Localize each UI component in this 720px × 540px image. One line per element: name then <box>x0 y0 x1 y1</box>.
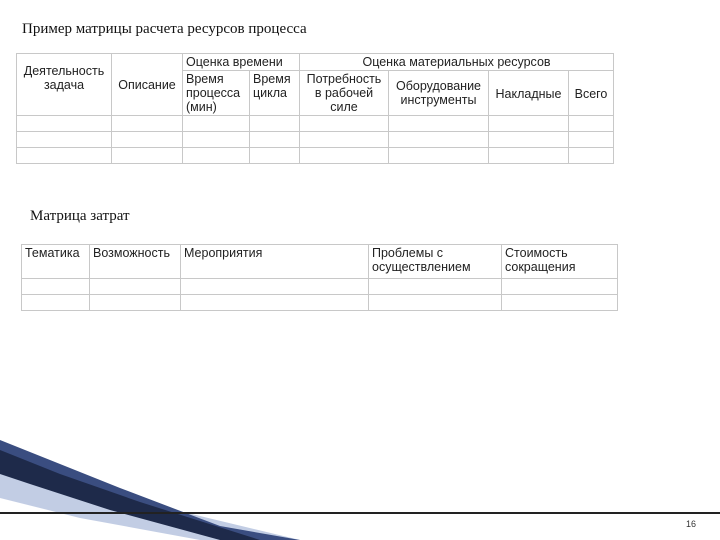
table-cell <box>22 295 90 311</box>
cost-matrix-table <box>21 244 618 311</box>
header-description: Описание <box>112 54 183 116</box>
table-cell <box>569 116 614 132</box>
table-cell <box>183 116 250 132</box>
header-opportunity: Возможность <box>90 245 181 279</box>
header-overhead: Накладные <box>489 71 569 116</box>
table-cell <box>183 132 250 148</box>
table-cell <box>250 116 300 132</box>
header-cycle-time: Время цикла <box>250 71 300 116</box>
table-cell <box>183 148 250 164</box>
table-row <box>22 279 618 295</box>
header-labor-need: Потребность в рабочей силе <box>300 71 389 116</box>
table-cell <box>90 279 181 295</box>
table-cell <box>369 279 502 295</box>
table-cell <box>489 116 569 132</box>
table-cell <box>569 132 614 148</box>
table-cell <box>389 148 489 164</box>
table-cell <box>112 116 183 132</box>
table-cell <box>300 116 389 132</box>
header-measures: Мероприятия <box>181 245 369 279</box>
table-cell <box>489 148 569 164</box>
table-cell <box>369 295 502 311</box>
table-cell <box>389 116 489 132</box>
header-group-time: Оценка времени <box>183 54 300 71</box>
table-row <box>17 148 614 164</box>
table-cell <box>181 295 369 311</box>
table-cell <box>17 132 112 148</box>
header-cost-reduction: Стоимость сокращения <box>502 245 618 279</box>
header-activity: Деятельность задача <box>17 54 112 116</box>
table-cell <box>489 132 569 148</box>
table-cell <box>112 148 183 164</box>
section-title-cost-matrix: Матрица затрат <box>30 208 130 224</box>
header-problems: Проблемы с осуществлением <box>369 245 502 279</box>
table-row <box>22 295 618 311</box>
table-cell <box>90 295 181 311</box>
footer-divider <box>0 512 720 514</box>
table-cell <box>250 132 300 148</box>
table-cell <box>22 279 90 295</box>
header-equipment: Оборудование инструменты <box>389 71 489 116</box>
table-cell <box>389 132 489 148</box>
table-row <box>17 132 614 148</box>
table-cell <box>181 279 369 295</box>
decorative-swoosh <box>0 440 320 540</box>
table-row <box>17 116 614 132</box>
table-cell <box>502 295 618 311</box>
table-cell <box>112 132 183 148</box>
header-total: Всего <box>569 71 614 116</box>
table-cell <box>502 279 618 295</box>
table-cell <box>300 148 389 164</box>
header-process-time: Время процесса (мин) <box>183 71 250 116</box>
table-cell <box>17 116 112 132</box>
table-cell <box>17 148 112 164</box>
page-title-resource-matrix: Пример матрицы расчета ресурсов процесса <box>22 21 307 37</box>
header-topic: Тематика <box>22 245 90 279</box>
resource-matrix-table <box>16 53 614 164</box>
page-number: 16 <box>686 519 697 529</box>
table-cell <box>250 148 300 164</box>
table-cell <box>300 132 389 148</box>
header-group-material: Оценка материальных ресурсов <box>300 54 614 71</box>
table-cell <box>569 148 614 164</box>
